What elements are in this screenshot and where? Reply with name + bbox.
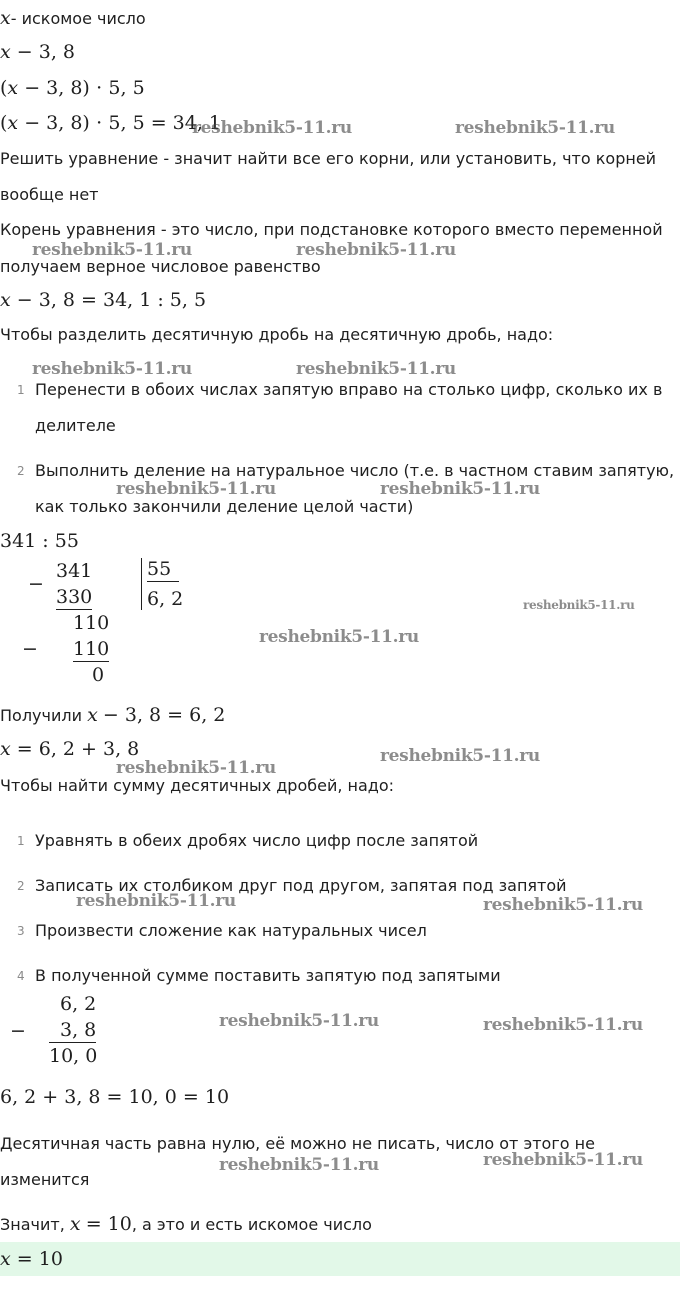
watermark: reshebnik5-11.ru bbox=[219, 1011, 379, 1031]
watermark: reshebnik5-11.ru bbox=[380, 746, 540, 766]
division-rule-intro: Чтобы разделить десятичную дробь на десятичную дробь, надо: bbox=[0, 325, 554, 344]
result2-rest: = 6, 2 + 3, 8 bbox=[16, 738, 140, 760]
subtrahend-1: 330 bbox=[56, 586, 93, 608]
division-step-text: Перенести в обоих числах запятую вправо на столько цифр, сколько их в bbox=[35, 380, 663, 399]
watermark: reshebnik5-11.ru bbox=[296, 359, 456, 379]
solve-definition-line2: вообще нет bbox=[0, 185, 99, 204]
addition-step-text: Уравнять в обеих дробях число цифр после запятой bbox=[35, 831, 479, 850]
watermark: reshebnik5-11.ru bbox=[116, 479, 276, 499]
remainder-1: 110 bbox=[73, 612, 110, 634]
decimal-note-line1: Десятичная часть равна нулю, её можно не писать, число от этого не bbox=[0, 1134, 595, 1153]
addition-rule-intro: Чтобы найти сумму десятичных дробей, надо: bbox=[0, 776, 395, 795]
watermark: reshebnik5-11.ru bbox=[219, 1155, 379, 1175]
conclusion-prefix: Значит, bbox=[0, 1215, 65, 1234]
division-step-number: 1 bbox=[17, 383, 25, 397]
expr2-var: x bbox=[7, 77, 19, 99]
division-step-number: 2 bbox=[17, 464, 25, 478]
division-step-text: Выполнить деление на натуральное число (т.е. в частном ставим запятую, bbox=[35, 461, 675, 480]
answer-value: = 10 bbox=[16, 1248, 63, 1270]
expr3-var: x bbox=[7, 112, 19, 134]
result2-var: x bbox=[0, 738, 11, 760]
expr2-open: ( bbox=[0, 77, 8, 99]
addend-top: 6, 2 bbox=[60, 993, 97, 1015]
watermark: reshebnik5-11.ru bbox=[483, 1015, 643, 1035]
expr2-rest: ⋅ 5, 5 bbox=[95, 77, 145, 99]
column-sum: 10, 0 bbox=[49, 1045, 98, 1067]
expr1-rhs: 3, 8 bbox=[38, 41, 75, 63]
equation1-var: x bbox=[0, 289, 11, 311]
conclusion-suffix: , а это и есть искомое число bbox=[131, 1215, 372, 1234]
expr3-open: ( bbox=[0, 112, 8, 134]
divisor: 55 bbox=[147, 557, 179, 582]
final-remainder: 0 bbox=[92, 664, 105, 686]
expr1-var: x bbox=[0, 41, 11, 63]
addition-step-text: Произвести сложение как натуральных чисел bbox=[35, 921, 427, 940]
result-line-1 bbox=[0, 703, 225, 727]
root-definition-line2: получаем верное числовое равенство bbox=[0, 257, 321, 276]
answer bbox=[0, 1247, 63, 1271]
conclusion-value: = 10 bbox=[85, 1213, 132, 1235]
watermark: reshebnik5-11.ru bbox=[76, 891, 236, 911]
addition-step-number: 3 bbox=[17, 924, 25, 938]
expr3-rest: ⋅ 5, 5 = 34, 1 bbox=[95, 112, 222, 134]
watermark: reshebnik5-11.ru bbox=[32, 240, 192, 260]
quotient: 6, 2 bbox=[147, 588, 184, 610]
expression-2 bbox=[0, 76, 145, 100]
division-bar bbox=[141, 558, 142, 610]
root-definition-line1: Корень уравнения - это число, при подстановке которого вместо переменной bbox=[0, 220, 663, 239]
addition-step-number: 1 bbox=[17, 834, 25, 848]
addend-bottom: 3, 8 bbox=[49, 1018, 96, 1043]
result1-rest: − 3, 8 = 6, 2 bbox=[102, 704, 226, 726]
watermark: reshebnik5-11.ru bbox=[483, 1150, 643, 1170]
watermark: reshebnik5-11.ru bbox=[116, 758, 276, 778]
watermark: reshebnik5-11.ru bbox=[380, 479, 540, 499]
watermark: reshebnik5-11.ru bbox=[523, 598, 635, 612]
dividend: 341 bbox=[56, 560, 93, 582]
division-step-text: делителе bbox=[35, 416, 116, 435]
watermark: reshebnik5-11.ru bbox=[192, 118, 352, 138]
expr1-op: − bbox=[16, 41, 33, 63]
watermark: reshebnik5-11.ru bbox=[32, 359, 192, 379]
watermark: reshebnik5-11.ru bbox=[259, 627, 419, 647]
sum-line: 6, 2 + 3, 8 = 10, 0 = 10 bbox=[0, 1086, 230, 1108]
minus-sign: − bbox=[22, 638, 38, 660]
result1-prefix: Получили bbox=[0, 706, 82, 725]
decimal-note-line2: изменится bbox=[0, 1170, 90, 1189]
equation-1 bbox=[0, 288, 206, 312]
addition-step-number: 2 bbox=[17, 879, 25, 893]
solve-definition-line1: Решить уравнение - значит найти все его корни, или установить, что корней bbox=[0, 149, 657, 168]
watermark: reshebnik5-11.ru bbox=[296, 240, 456, 260]
division-step-text: как только закончили деление целой части) bbox=[35, 497, 414, 516]
expr2-inner: − 3, 8) bbox=[24, 77, 90, 99]
watermark: reshebnik5-11.ru bbox=[455, 118, 615, 138]
expression-1 bbox=[0, 40, 75, 64]
expr3-inner: − 3, 8) bbox=[24, 112, 90, 134]
variable-x: x bbox=[0, 7, 11, 29]
subtrahend-2: 110 bbox=[73, 638, 110, 660]
division-header: 341 : 55 bbox=[0, 530, 79, 552]
column-sign: − bbox=[10, 1020, 26, 1042]
header-line bbox=[0, 6, 146, 30]
equation1-rest: − 3, 8 = 34, 1 : 5, 5 bbox=[16, 289, 207, 311]
conclusion-var: x bbox=[69, 1213, 81, 1235]
addition-step-text: В полученной сумме поставить запятую под запятыми bbox=[35, 966, 501, 985]
result1-var: x bbox=[87, 704, 98, 726]
addition-step-number: 4 bbox=[17, 969, 25, 983]
header-text: - искомое число bbox=[10, 9, 146, 28]
addition-step-text: Записать их столбиком друг под другом, запятая под запятой bbox=[35, 876, 567, 895]
minus-sign: − bbox=[28, 573, 44, 595]
expression-3 bbox=[0, 111, 221, 135]
answer-var: x bbox=[0, 1248, 11, 1270]
watermark: reshebnik5-11.ru bbox=[483, 895, 643, 915]
conclusion-line bbox=[0, 1212, 372, 1236]
answer-box bbox=[0, 1242, 680, 1276]
